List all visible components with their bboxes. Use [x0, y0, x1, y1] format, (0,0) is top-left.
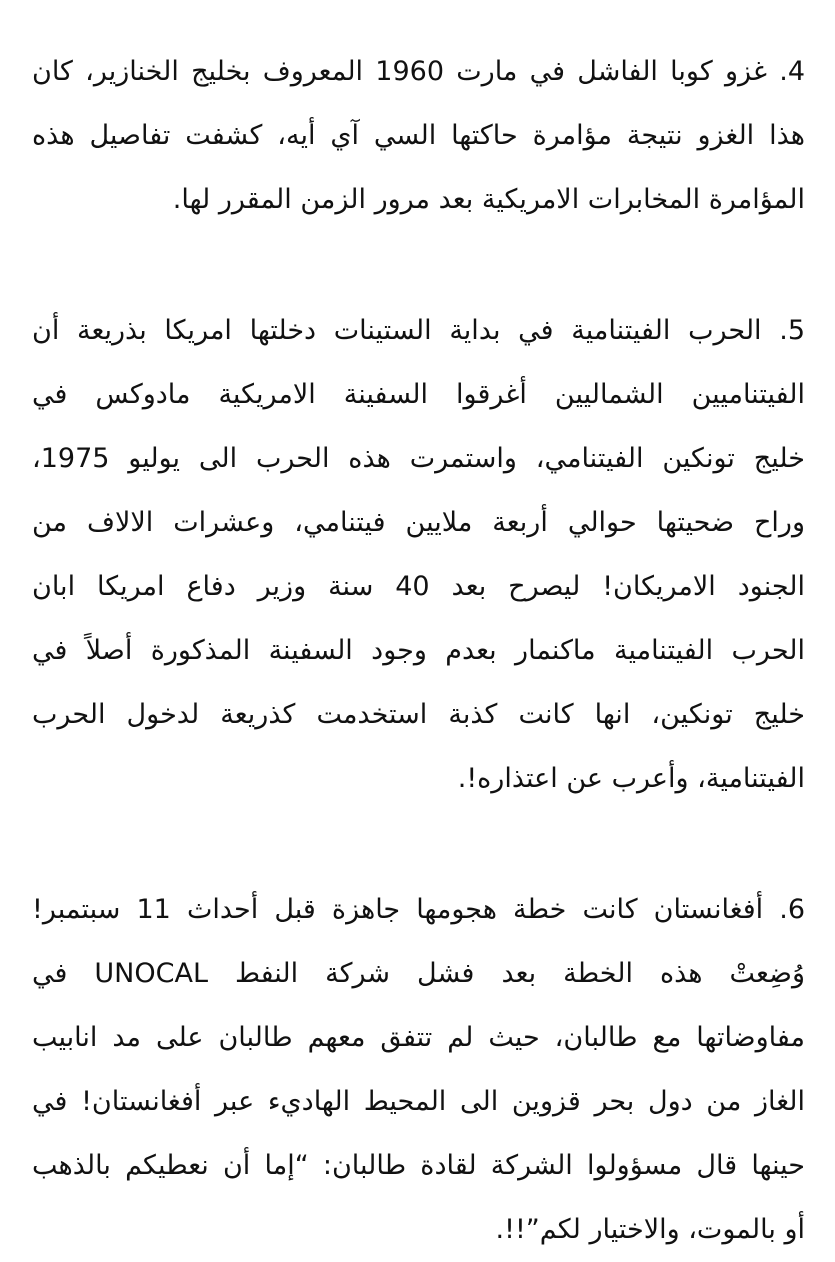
text-line: وُضِعتْ هذه الخطة بعد فشل شركة النفط UNOCAL في: [32, 958, 805, 989]
text-line: وراح ضحيتها حوالي أربعة ملايين فيتنامي، وعشرات الالاف من: [32, 507, 805, 538]
text-line: 4. غزو كوبا الفاشل في مارت 1960 المعروف بخليج الخنازير، كان: [32, 56, 805, 87]
text-line: الفيتناميين الشماليين أغرقوا السفينة الامريكية مادوكس في: [32, 379, 805, 410]
text-line: أو بالموت، والاختيار لكم”!!.: [495, 1214, 805, 1245]
text-line: 5. الحرب الفيتنامية في بداية الستينات دخلتها امريكا بذريعة أن: [32, 315, 805, 346]
text-line: 6. أفغانستان كانت خطة هجومها جاهزة قبل أحداث 11 سبتمبر!: [32, 894, 805, 925]
text-line: الغاز من دول بحر قزوين الى المحيط الهاديء عبر أفغانستان! في: [32, 1086, 805, 1117]
text-line: الجنود الامريكان! ليصرح بعد 40 سنة وزير دفاع امريكا ابان: [32, 571, 806, 602]
text-line: حينها قال مسؤولوا الشركة لقادة طالبان: “إما أن نعطيكم بالذهب: [32, 1150, 805, 1181]
paragraph-gap: [32, 811, 805, 878]
text-line: المؤامرة المخابرات الامريكية بعد مرور الزمن المقرر لها.: [172, 184, 805, 215]
paragraph-afghanistan: [32, 878, 805, 1262]
text-line: خليج تونكين الفيتنامي، واستمرت هذه الحرب الى يوليو 1975،: [32, 443, 805, 474]
text-line: خليج تونكين، انها كانت كذبة استخدمت كذريعة لدخول الحرب: [32, 699, 805, 730]
paragraph-bay-of-pigs: [32, 40, 805, 232]
paragraph-gap: [32, 232, 805, 299]
text-line: مفاوضاتها مع طالبان، حيث لم تتفق معهم طالبان على مد انابيب: [32, 1022, 805, 1053]
text-line: الحرب الفيتنامية ماكنمار بعدم وجود السفينة المذكورة أصلاً في: [32, 635, 805, 666]
paragraph-vietnam-war: [32, 299, 805, 811]
text-line: الفيتنامية، وأعرب عن اعتذاره!.: [457, 763, 805, 794]
text-line: هذا الغزو نتيجة مؤامرة حاكتها السي آي أيه، كشفت تفاصيل هذه: [32, 120, 805, 151]
